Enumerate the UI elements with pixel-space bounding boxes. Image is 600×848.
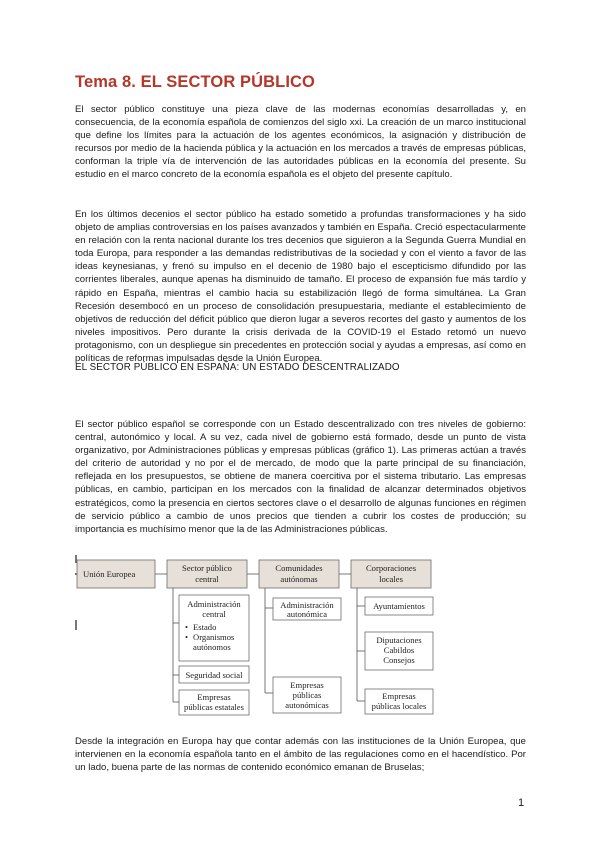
label-emp-auton-2: públicas xyxy=(292,690,322,700)
label-local-2: locales xyxy=(379,574,403,584)
label-ccaa-1: Comunidades xyxy=(275,563,323,573)
label-diputaciones: Diputaciones xyxy=(376,635,422,645)
label-emp-estatales-1: Empresas xyxy=(197,692,231,702)
paragraph-intro: El sector público constituye una pieza clave de las modernas economías desarrolladas y, en consecuencia, de la economía española de comienzos del siglo xxi. La creación de un marco institucional que define los límites para la actuación de los agentes económicos, la asignación y distribución de recursos por medio de la hacienda pública y la actuación en los mercados a través de empresas públicas, conforman la triple vía de intervención de las autoridades públicas en la economía del presente. Su estudio en el marco concreto de la economía española es el objeto del presente capítulo. xyxy=(75,104,526,181)
label-estado: Estado xyxy=(193,622,217,632)
page-title: Tema 8. EL SECTOR PÚBLICO xyxy=(75,73,315,91)
label-local-1: Corporaciones xyxy=(365,563,417,573)
bullet-icon-1: • xyxy=(185,622,189,632)
label-central-2: central xyxy=(195,574,219,584)
paragraph-decentralized: El sector público español se corresponde con un Estado descentralizado con tres niveles de gobierno: central, autonómico y local. A su vez, cada nivel de gobierno está formado, desde un punto de vista organizativo, por Administraciones públicas y empresas públicas (gráfico 1). Las primeras actúan a través del criterio de autoridad y no por el de mercado, de modo que la parte principal de su financiación, reflejada en los presupuestos, se obtiene de manera coercitiva por el sistema tributario. Las empresas públicas, en cambio, participan en los mercados con la finalidad de alcanzar determinados objetivos estratégicos, como la presencia en ciertos sectores clave o el desarrollo de algunas funciones en régimen de servicio público a cambio de unos precios que tienden a cubrir los costes de producción; su importancia es muchísimo menor que la de las Administraciones públicas. xyxy=(75,419,526,535)
label-organismos: Organismos xyxy=(193,632,235,642)
bullet-icon-2: • xyxy=(185,632,189,642)
paragraph-eu: Desde la integración en Europa hay que contar además con las instituciones de la Unión Europea, que intervienen en la economía española tanto en el ámbito de las regulaciones como en el hacendístico. Por un lado, buena parte de las normas de contenido económico emanan de Bruselas; xyxy=(75,736,526,774)
label-admin-central-1: Administración xyxy=(187,599,241,609)
label-admin-auton-2: autonómica xyxy=(286,609,328,619)
label-ccaa-2: autónomas xyxy=(280,574,318,584)
label-seguridad-social: Seguridad social xyxy=(185,670,243,680)
label-emp-auton-3: autonómicas xyxy=(285,700,329,710)
label-central-1: Sector público xyxy=(182,563,232,573)
page-number: 1 xyxy=(518,797,525,809)
label-emp-estatales-2: públicas estatales xyxy=(184,702,244,712)
label-admin-central-2: central xyxy=(202,609,226,619)
label-admin-auton-1: Administración xyxy=(280,600,334,610)
label-emp-auton-1: Empresas xyxy=(290,680,324,690)
paragraph-evolution: En los últimos decenios el sector público ha estado sometido a profundas transformaciones y ha sido objeto de amplias controversias en los países avanzados y también en España. Creció espectacularmente en relación con la renta nacional durante los tres decenios que siguieron a la Segunda Guerra Mundial en toda Europa, para responder a las demandas redistributivas de la sociedad y con el viento a favor de las ideas keynesianas, y frenó su impulso en el decenio de 1980 bajo el escepticismo difundido por las corrientes liberales, aunque apenas ha disminuido de tamaño. El proceso de expansión fue más tardío y rápido en España, mientras el cambio hacia su estabilización llegó de forma simultánea. La Gran Recesión desembocó en un proceso de consolidación presupuestaria, mediante el establecimiento de objetivos de reducción del déficit público que dieron lugar a severos recortes del gasto y aumentos de los niveles impositivos. Pero durante la crisis derivada de la COVID-19 el Estado retomó un nuevo protagonismo, con un despliegue sin precedentes en protección social y ayudas a empresas, así como en políticas de reformas impulsadas desde la Unión Europea. xyxy=(75,209,526,365)
section-heading: EL SECTOR PÚBLICO EN ESPAÑA: UN ESTADO DESCENTRALIZADO xyxy=(75,362,400,373)
label-ayuntamientos: Ayuntamientos xyxy=(373,601,425,611)
label-emp-locales-1: Empresas xyxy=(382,691,416,701)
label-autonomos: autónomos xyxy=(193,642,231,652)
label-consejos: Consejos xyxy=(383,655,415,665)
label-union-europea: Unión Europea xyxy=(83,569,136,579)
label-cabildos: Cabildos xyxy=(383,645,415,655)
public-sector-diagram xyxy=(75,555,515,725)
label-emp-locales-2: públicas locales xyxy=(371,701,427,711)
